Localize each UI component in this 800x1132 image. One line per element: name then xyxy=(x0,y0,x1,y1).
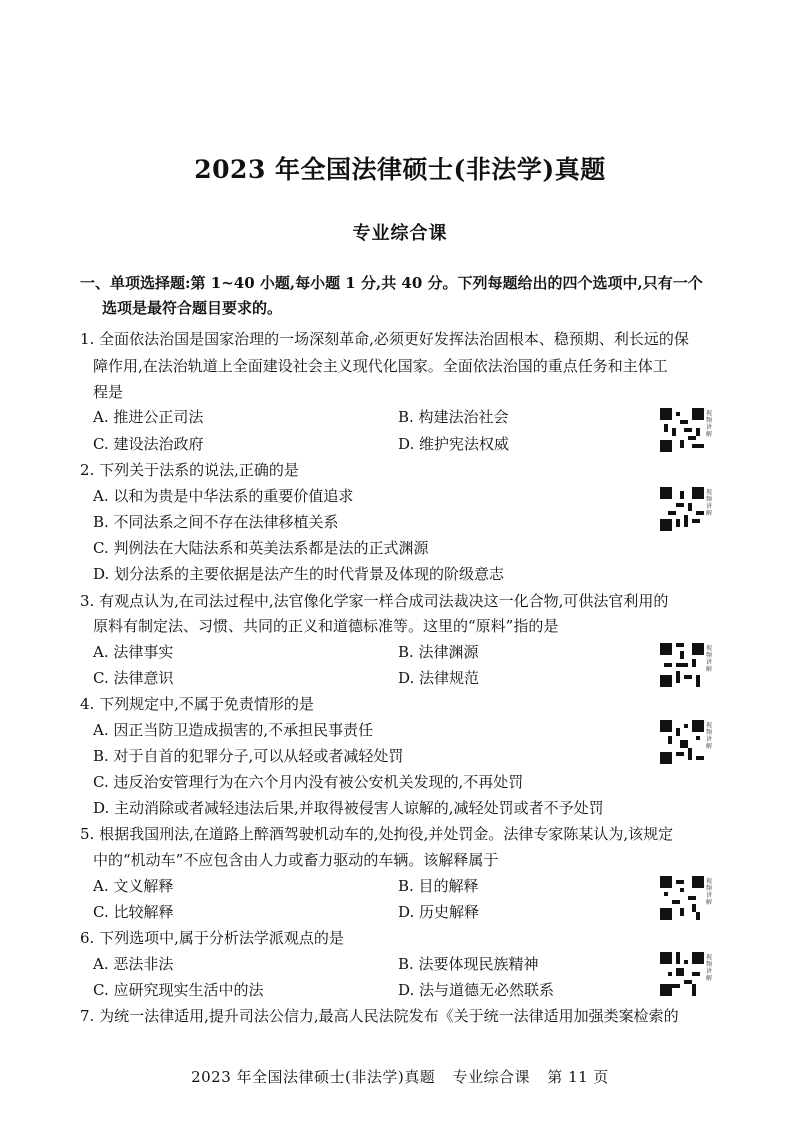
qr-code-icon xyxy=(660,643,704,687)
question-6-option-b: B. 法要体现民族精神 xyxy=(398,955,539,973)
qr-label: 视频讲解 xyxy=(706,878,713,906)
qr-code-icon xyxy=(660,408,704,452)
question-1-option-c: C. 建设法治政府 xyxy=(93,435,204,453)
question-1-option-a: A. 推进公正司法 xyxy=(93,408,204,426)
question-6-option-c: C. 应研究现实生活中的法 xyxy=(93,981,264,999)
question-6-stem: 6. 下列选项中,属于分析法学派观点的是 xyxy=(80,929,344,947)
qr-label: 视频讲解 xyxy=(706,645,713,673)
qr-label: 视频讲解 xyxy=(706,489,713,517)
question-3-option-a: A. 法律事实 xyxy=(93,643,174,661)
qr-code-q3[interactable] xyxy=(660,643,713,691)
qr-label: 视频讲解 xyxy=(706,722,713,750)
qr-code-icon xyxy=(660,952,704,996)
question-3-stem-2: 原料有制定法、习惯、共同的正义和道德标准等。这里的“原料”指的是 xyxy=(93,617,559,635)
question-1-stem-2: 障作用,在法治轨道上全面建设社会主义现代化国家。全面依法治国的重点任务和主体工 xyxy=(93,357,668,375)
question-6-option-d: D. 法与道德无必然联系 xyxy=(398,981,555,999)
question-5-option-b: B. 目的解释 xyxy=(398,877,479,895)
question-3-stem-1: 3. 有观点认为,在司法过程中,法官像化学家一样合成司法裁决这一化合物,可供法官利用的 xyxy=(80,592,669,610)
qr-code-q5[interactable] xyxy=(660,876,713,924)
qr-code-q6[interactable] xyxy=(660,952,713,1000)
question-5-stem-1: 5. 根据我国刑法,在道路上醉酒驾驶机动车的,处拘役,并处罚金。法律专家陈某认为,该规定 xyxy=(80,825,674,843)
qr-code-icon xyxy=(660,720,704,764)
question-4-option-d: D. 主动消除或者减轻违法后果,并取得被侵害人谅解的,减轻处罚或者不予处罚 xyxy=(93,799,604,817)
question-2-option-b: B. 不同法系之间不存在法律移植关系 xyxy=(93,513,339,531)
page-title: 2023 年全国法律硕士(非法学)真题 xyxy=(194,155,606,184)
question-5-option-c: C. 比较解释 xyxy=(93,903,174,921)
question-1-stem-3: 程是 xyxy=(93,383,124,401)
question-5-option-d: D. 历史解释 xyxy=(398,903,480,921)
question-2-option-d: D. 划分法系的主要依据是法产生的时代背景及体现的阶级意志 xyxy=(93,565,505,583)
qr-code-q1[interactable] xyxy=(660,408,713,456)
question-3-option-d: D. 法律规范 xyxy=(398,669,480,687)
page-subtitle: 专业综合课 xyxy=(352,223,448,244)
qr-code-q4[interactable] xyxy=(660,720,713,768)
footer-title: 2023 年全国法律硕士(非法学)真题 xyxy=(191,1068,436,1086)
section-header-line-1: 一、单项选择题:第 1~40 小题,每小题 1 分,共 40 分。下列每题给出的四个选项中,只有一个 xyxy=(80,274,703,292)
footer-page-number: 第 11 页 xyxy=(547,1068,609,1086)
qr-code-icon xyxy=(660,876,704,920)
footer-course: 专业综合课 xyxy=(452,1068,531,1086)
question-7-stem: 7. 为统一法律适用,提升司法公信力,最高人民法院发布《关于统一法律适用加强类案检索的 xyxy=(80,1007,679,1025)
question-4-option-a: A. 因正当防卫造成损害的,不承担民事责任 xyxy=(93,721,374,739)
question-1-option-d: D. 维护宪法权威 xyxy=(398,435,510,453)
section-header-line-2: 选项是最符合题目要求的。 xyxy=(102,299,283,317)
qr-label: 视频讲解 xyxy=(706,410,713,438)
question-2-option-c: C. 判例法在大陆法系和英美法系都是法的正式渊源 xyxy=(93,539,429,557)
question-4-stem: 4. 下列规定中,不属于免责情形的是 xyxy=(80,695,314,713)
qr-code-q2[interactable] xyxy=(660,487,713,535)
qr-code-icon xyxy=(660,487,704,531)
question-2-option-a: A. 以和为贵是中华法系的重要价值追求 xyxy=(93,487,354,505)
question-1-option-b: B. 构建法治社会 xyxy=(398,408,509,426)
question-6-option-a: A. 恶法非法 xyxy=(93,955,174,973)
question-4-option-b: B. 对于自首的犯罪分子,可以从轻或者减轻处罚 xyxy=(93,747,404,765)
question-5-option-a: A. 文义解释 xyxy=(93,877,174,895)
question-1-stem-1: 1. 全面依法治国是国家治理的一场深刻革命,必须更好发挥法治固根本、稳预期、利长远的保 xyxy=(80,330,689,348)
question-5-stem-2: 中的“机动车”不应包含由人力或畜力驱动的车辆。该解释属于 xyxy=(93,851,499,869)
question-3-option-c: C. 法律意识 xyxy=(93,669,174,687)
page-footer xyxy=(0,1066,800,1087)
question-2-stem: 2. 下列关于法系的说法,正确的是 xyxy=(80,461,299,479)
qr-label: 视频讲解 xyxy=(706,954,713,982)
question-4-option-c: C. 违反治安管理行为在六个月内没有被公安机关发现的,不再处罚 xyxy=(93,773,524,791)
question-3-option-b: B. 法律渊源 xyxy=(398,643,479,661)
